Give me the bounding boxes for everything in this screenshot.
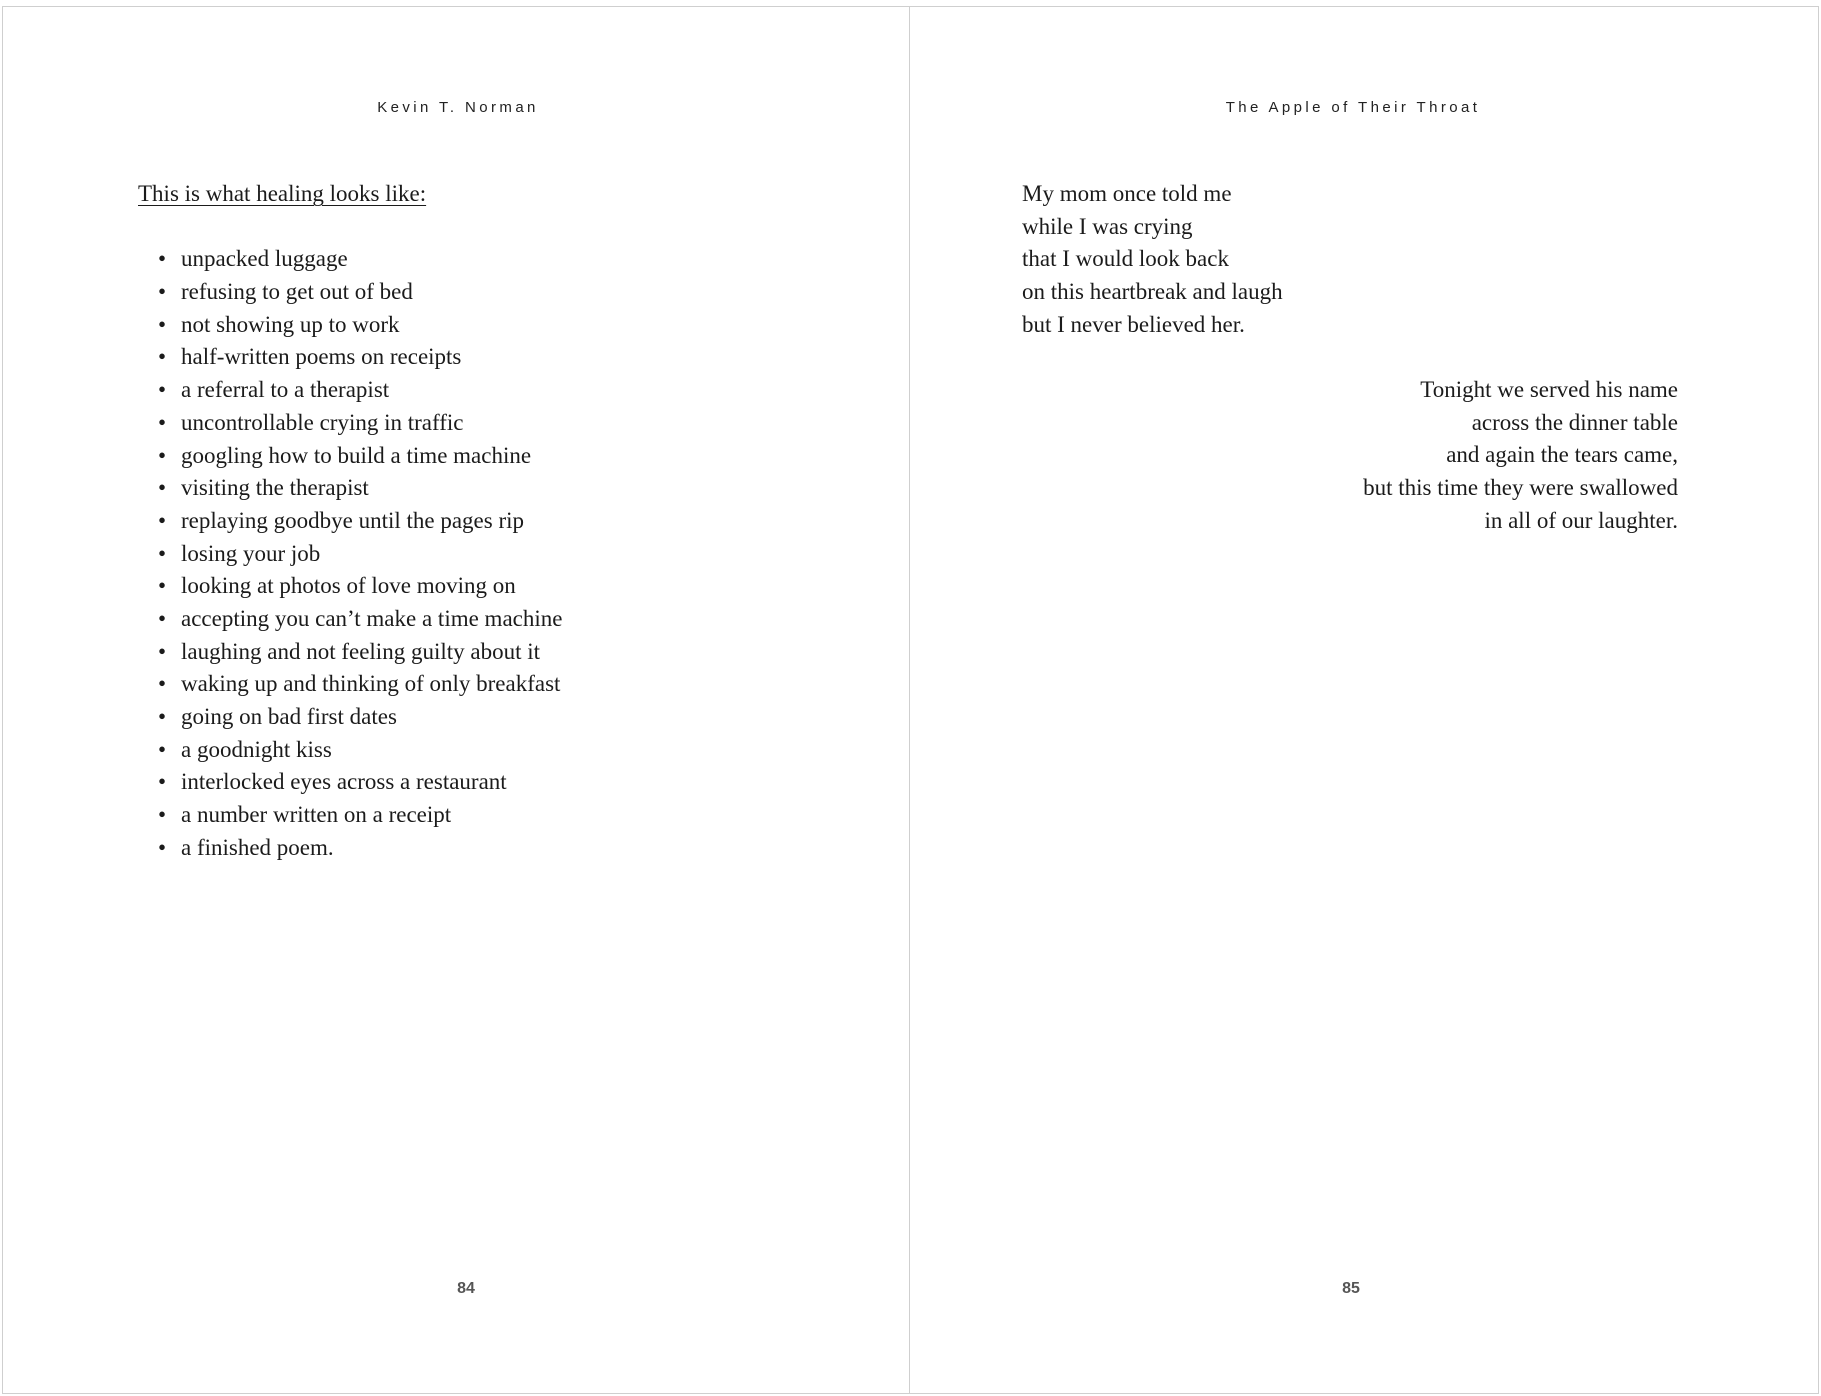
bullet-icon: • — [158, 507, 167, 533]
bullet-icon: • — [158, 409, 167, 435]
bullet-icon: • — [158, 736, 167, 762]
list-item: • replaying goodbye until the pages rip — [138, 505, 838, 538]
poem-line: in all of our laughter. — [1484, 507, 1678, 533]
bullet-icon: • — [158, 834, 167, 860]
list-item: • interlocked eyes across a restaurant — [138, 766, 838, 799]
poem-line: Tonight we served his name — [1420, 377, 1678, 402]
list-item: • looking at photos of love moving on — [138, 570, 838, 603]
bullet-icon: • — [158, 442, 167, 468]
list-item: • uncontrollable crying in traffic — [138, 407, 838, 440]
list-item: • going on bad first dates — [138, 701, 838, 734]
page-number-left: 84 — [457, 1280, 475, 1297]
bullet-icon: • — [158, 769, 167, 795]
list-item: • unpacked luggage — [138, 243, 838, 276]
running-head-title: The Apple of Their Throat — [1225, 99, 1481, 116]
list-item: • a finished poem. — [138, 832, 838, 865]
list-item: • a referral to a therapist — [138, 374, 838, 407]
poem-line: across the dinner table — [1471, 409, 1678, 435]
list-item: • visiting the therapist — [138, 472, 838, 505]
poem-line: on this heartbreak and laugh — [1022, 279, 1283, 305]
poem-line: while I was crying — [1022, 213, 1193, 239]
bullet-icon: • — [158, 540, 167, 566]
list-item: • waking up and thinking of only breakfast — [138, 668, 838, 701]
list-item: • laughing and not feeling guilty about it — [138, 636, 838, 669]
poem-line: and again the tears came, — [1446, 442, 1678, 468]
poem-line: but I never believed her. — [1022, 311, 1245, 337]
bullet-icon: • — [158, 638, 167, 664]
healing-list — [138, 243, 838, 864]
bullet-icon: • — [158, 311, 167, 337]
list-item: • a number written on a receipt — [138, 799, 838, 832]
running-head-author: Kevin T. Norman — [377, 99, 539, 116]
bullet-icon: • — [158, 246, 167, 272]
poem-stanza-one — [1022, 178, 1522, 341]
bullet-icon: • — [158, 377, 167, 403]
list-item: • half-written poems on receipts — [138, 341, 838, 374]
page-number-right: 85 — [1342, 1280, 1360, 1297]
left-page — [2, 6, 910, 1394]
bullet-icon: • — [158, 671, 167, 697]
list-item: • accepting you can’t make a time machine — [138, 603, 838, 636]
right-page — [909, 6, 1819, 1394]
list-item: • a goodnight kiss — [138, 734, 838, 767]
bullet-icon: • — [158, 475, 167, 501]
poem-line: that I would look back — [1022, 246, 1229, 272]
healing-poem — [138, 178, 838, 864]
poem-line: but this time they were swallowed — [1363, 475, 1678, 501]
bullet-icon: • — [158, 344, 167, 370]
bullet-icon: • — [158, 605, 167, 631]
bullet-icon: • — [158, 802, 167, 828]
poem-heading: This is what healing looks like: — [138, 181, 427, 206]
list-item: • not showing up to work — [138, 309, 838, 342]
bullet-icon: • — [158, 573, 167, 599]
list-item: • losing your job — [138, 538, 838, 571]
poem-stanza-two — [1078, 374, 1678, 537]
bullet-icon: • — [158, 704, 167, 729]
list-item: • googling how to build a time machine — [138, 440, 838, 473]
list-item: • refusing to get out of bed — [138, 276, 838, 309]
stanza-break — [138, 211, 838, 244]
bullet-icon: • — [158, 279, 167, 305]
poem-line: My mom once told me — [1022, 181, 1232, 206]
